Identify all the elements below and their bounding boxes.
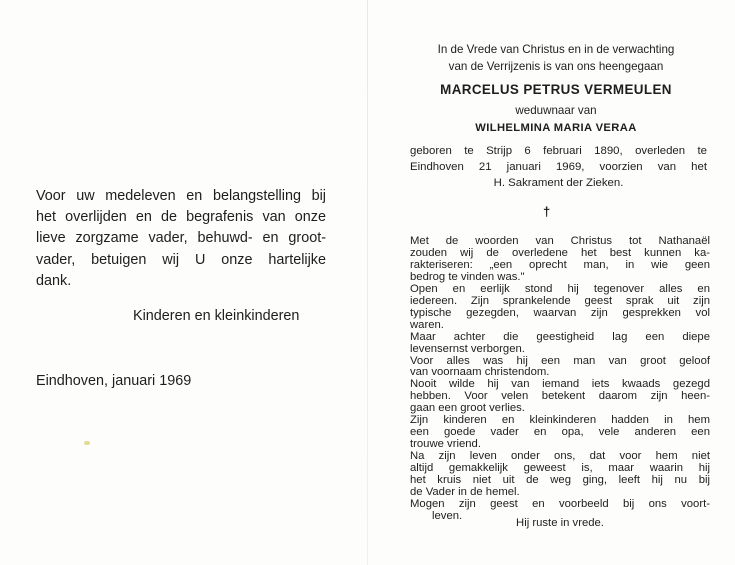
birth-death-info — [410, 143, 707, 191]
birth-line: H. Sakrament der Zieken. — [493, 177, 624, 189]
eulogy-line: gaan een groot verlies. — [410, 402, 525, 415]
closing-line: Hij ruste in vrede. — [516, 517, 604, 529]
birth-line: geboren te Strijp 6 februari 1890, overleden te — [410, 145, 707, 157]
eulogy-line: van voornaam christendom. — [410, 366, 550, 379]
eulogy-line: rakteriseren: „een oprecht man, in wie geen — [410, 258, 710, 271]
fold-line — [367, 0, 368, 565]
eulogy-line: Met de woorden van Christus tot Nathanaël — [410, 235, 710, 247]
eulogy-line: levensernst verborgen. — [410, 342, 525, 355]
widower-of: weduwnaar van — [515, 104, 597, 117]
eulogy-line: een goede vader en opa, vele anderen een — [410, 426, 710, 439]
header-line: van de Verrijzenis is van ons heengegaan — [448, 60, 664, 73]
eulogy-line: Nooit wilde hij van iemand iets kwaads gezegd — [410, 378, 710, 391]
eulogy-line: de Vader in de hemel. — [410, 486, 520, 499]
thanks-line: het overlijden en de begrafenis van onze — [36, 209, 326, 226]
eulogy-line: trouwe vriend. — [410, 438, 481, 451]
thanks-line: lieve zorgzame vader, behuwd- en groot- — [36, 230, 326, 247]
eulogy-line: iedereen. Zijn sprankelende geest sprak uit zijn — [410, 294, 710, 307]
eulogy-line: Voor alles was hij een man van groot geloof — [410, 354, 710, 367]
eulogy-line: typische gezegden, waarvan zijn gesprekken vol — [410, 306, 710, 319]
eulogy-line: bedrog te vinden was." — [410, 270, 525, 283]
cross-icon: † — [543, 204, 551, 219]
deceased-name: MARCELUS PETRUS VERMEULEN — [440, 82, 672, 97]
thanks-line: Voor uw medeleven en belangstelling bij — [36, 188, 326, 204]
eulogy-text — [410, 236, 710, 523]
eulogy-line: waren. — [410, 318, 444, 331]
eulogy-line: leven. — [432, 509, 463, 522]
header-line: In de Vrede van Christus en in de verwachting — [437, 43, 675, 56]
spouse-name: WILHELMINA MARIA VERAA — [475, 122, 637, 134]
thanks-text — [36, 186, 326, 292]
thanks-line: vader, betuigen wij U onze hartelijke — [36, 251, 326, 268]
eulogy-line: altijd gemakkelijk geweest is, maar waarin hij — [410, 462, 710, 475]
eulogy-line: Open en eerlijk stond hij tegenover alles en — [410, 282, 710, 295]
eulogy-line: het kruis niet uit de weg ging, leeft hij nu bij — [410, 474, 710, 487]
birth-line: Eindhoven 21 januari 1969, voorzien van het — [410, 161, 707, 173]
eulogy-line: Zijn kinderen en kleinkinderen hadden in hem — [410, 414, 710, 427]
eulogy-line: Maar achter die geestigheid lag een diepe — [410, 330, 710, 343]
eulogy-line: Na zijn leven onder ons, dat voor hem niet — [410, 450, 710, 463]
place-date: Eindhoven, januari 1969 — [36, 373, 192, 389]
signature: Kinderen en kleinkinderen — [133, 308, 300, 324]
paper-stain — [84, 441, 90, 445]
eulogy-line: zouden wij de overledene het best kunnen ka- — [410, 246, 710, 259]
eulogy-line: Mogen zijn geest en voorbeeld bij ons voort- — [410, 497, 710, 510]
thanks-line: dank. — [36, 272, 72, 289]
eulogy-line: hebben. Voor velen betekent daarom zijn heen- — [410, 390, 710, 403]
